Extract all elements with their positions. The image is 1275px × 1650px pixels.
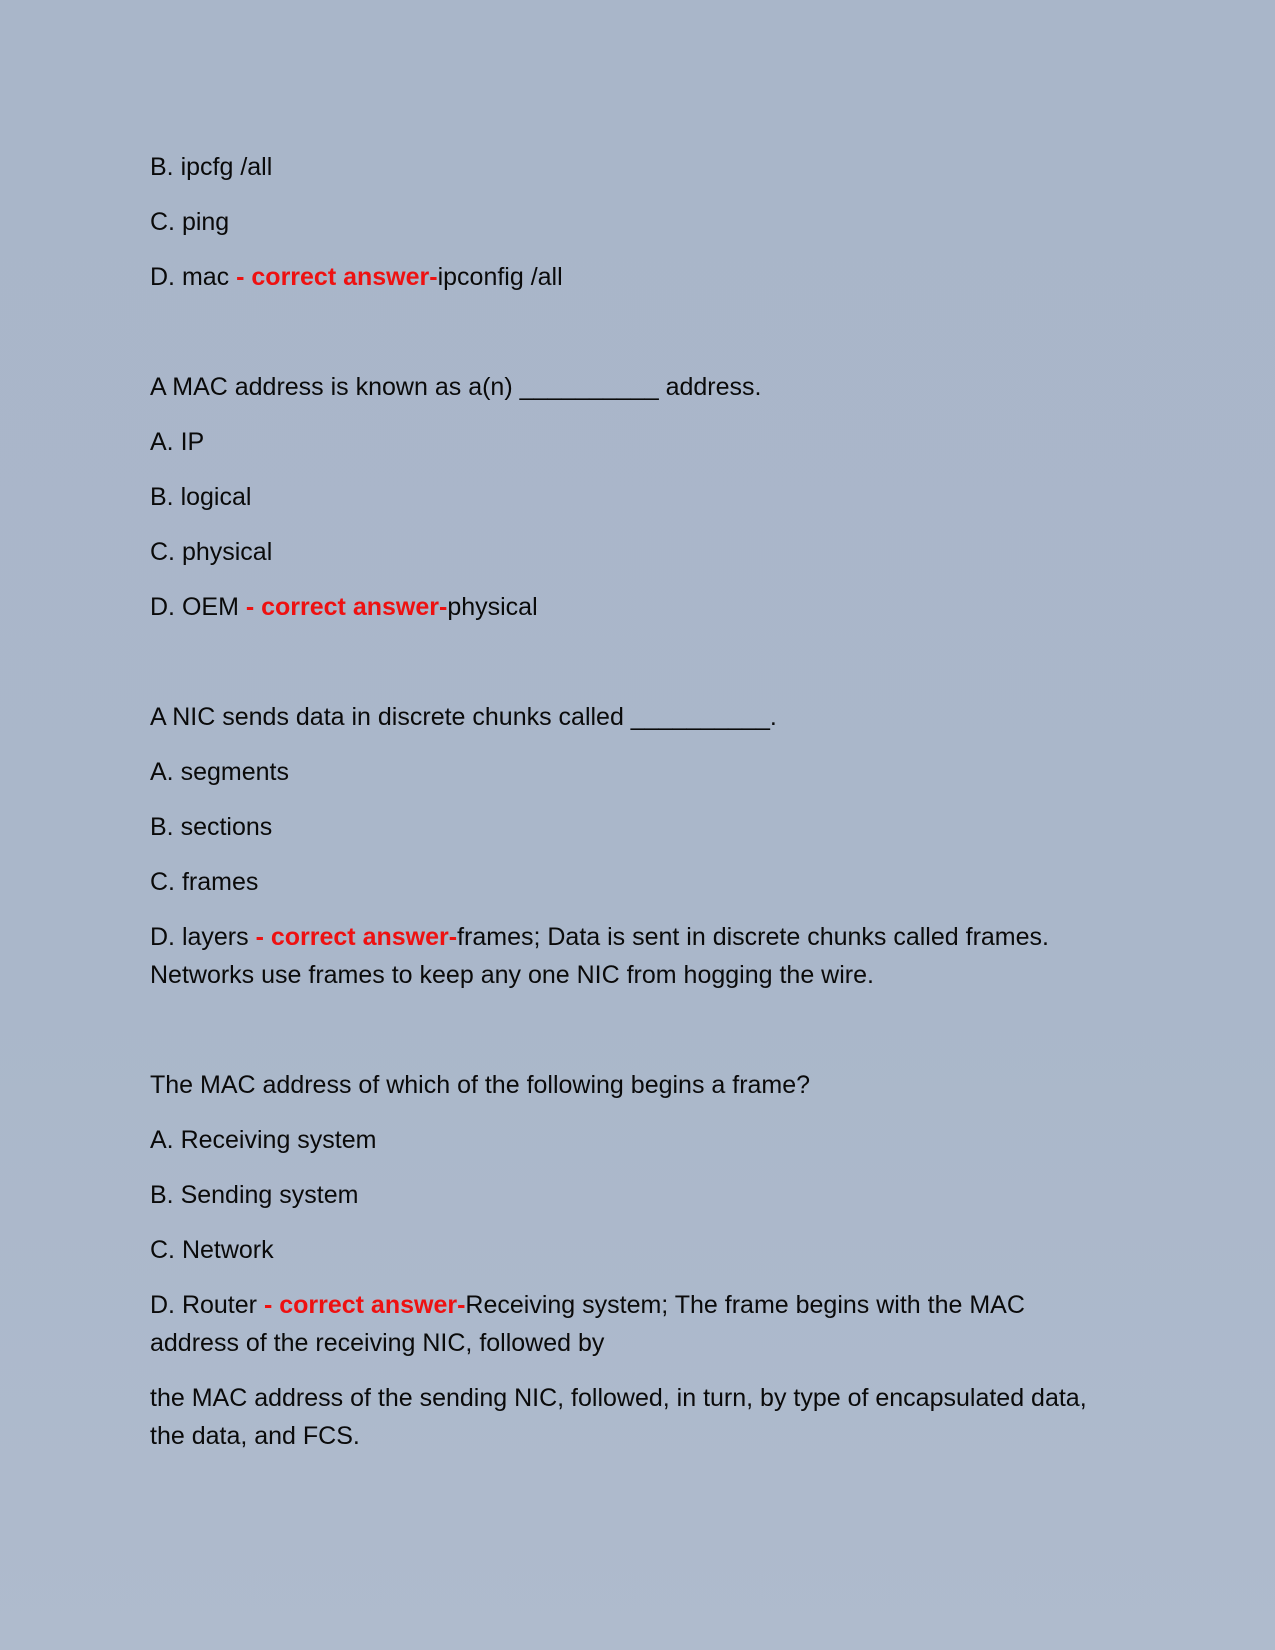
question-block-3	[150, 698, 1110, 994]
option-c: C. frames	[150, 868, 259, 896]
document-page	[150, 148, 1110, 1472]
option-a: A. IP	[150, 428, 205, 456]
option-d-text: D. OEM	[150, 593, 246, 621]
answer-continuation: the MAC address of the sending NIC, followed, in turn, by type of encapsulated data, the data, and FCS.	[150, 1384, 1087, 1450]
option-d-text: D. layers	[150, 923, 256, 951]
question-block-1	[150, 148, 1110, 296]
option-a: A. segments	[150, 758, 289, 786]
answer-text: physical	[447, 593, 538, 621]
option-c: C. Network	[150, 1236, 274, 1264]
correct-answer-marker: - correct answer-	[255, 923, 458, 951]
option-d-with-answer	[150, 1286, 1110, 1362]
correct-answer-marker: - correct answer-	[236, 263, 438, 291]
question-block-4	[150, 1066, 1110, 1455]
option-d-with-answer	[150, 588, 1110, 626]
option-b: B. ipcfg /all	[150, 153, 273, 181]
correct-answer-marker: - correct answer-	[245, 593, 448, 621]
option-a: A. Receiving system	[150, 1126, 377, 1154]
question-text: A MAC address is known as a(n) __________ address.	[150, 373, 762, 401]
option-b: B. sections	[150, 813, 273, 841]
option-c: C. physical	[150, 538, 273, 566]
question-text: The MAC address of which of the following begins a frame?	[150, 1071, 811, 1099]
question-text: A NIC sends data in discrete chunks called __________.	[150, 703, 777, 731]
option-d-with-answer	[150, 918, 1110, 994]
answer-text: ipconfig /all	[437, 263, 563, 291]
option-d-text: D. Router	[150, 1291, 264, 1319]
option-d-text: D. mac	[150, 263, 237, 291]
option-b: B. Sending system	[150, 1181, 359, 1209]
answer-text: Receiving system; The frame begins with the MAC address of the receiving NIC, followed by	[150, 1291, 1025, 1357]
option-b: B. logical	[150, 483, 252, 511]
question-block-2	[150, 368, 1110, 626]
correct-answer-marker: - correct answer-	[263, 1291, 466, 1319]
option-d-with-answer	[150, 258, 1110, 296]
answer-text: frames; Data is sent in discrete chunks called frames. Networks use frames to keep any one NIC from hogging the wire.	[150, 923, 1049, 989]
option-c: C. ping	[150, 208, 230, 236]
